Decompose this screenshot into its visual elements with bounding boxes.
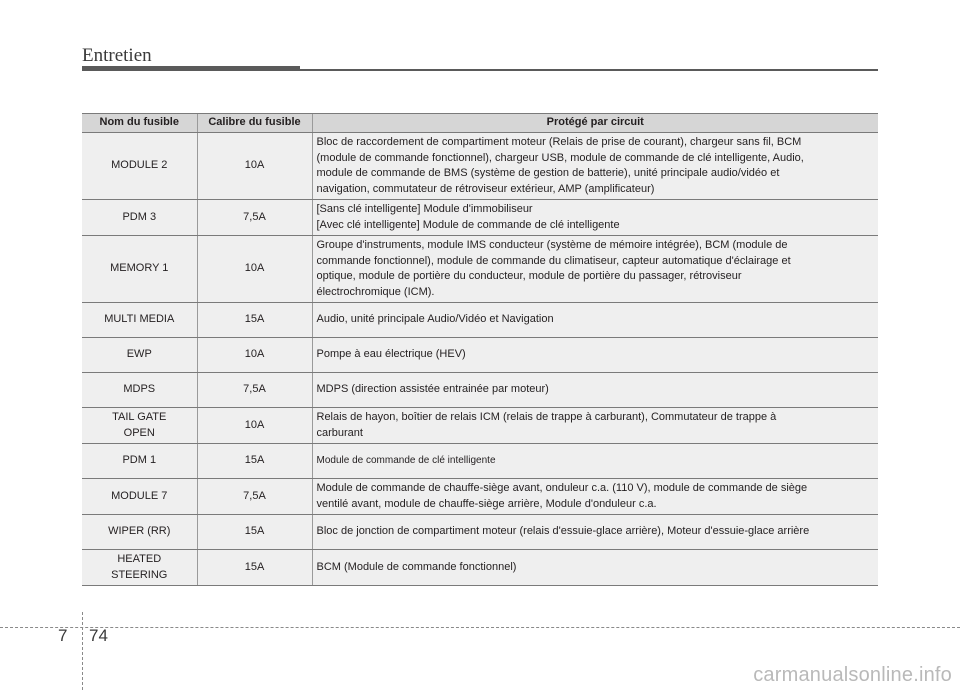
- circuit-line: (module de commande fonctionnel), chargeur USB, module de commande de clé intelligente, Audio,: [316, 151, 804, 164]
- circuit-line: module de commande de BMS (système de gestion de batterie), unité principale audio/vidéo et: [316, 167, 780, 179]
- circuit-line: commande fonctionnel), module de commande du climatiseur, capteur automatique d'éclairage et: [316, 254, 791, 267]
- fuse-rating: 10A: [197, 133, 312, 200]
- circuit-line: optique, module de portière du conducteur, module de portière du passager, rétroviseur: [316, 270, 742, 282]
- table-row: [82, 303, 878, 338]
- fuse-name: MULTI MEDIA: [82, 303, 197, 338]
- column-header-fuse-rating: Calibre du fusible: [197, 114, 312, 133]
- fuse-name-line: STEERING: [111, 568, 168, 581]
- circuit-line: Module de commande de chauffe-siège avant, onduleur c.a. (110 V), module de commande de siège: [316, 482, 808, 494]
- page-title: Entretien: [82, 45, 152, 66]
- protected-circuit: [312, 236, 878, 303]
- fuse-rating: 15A: [197, 444, 312, 479]
- protected-circuit: [312, 479, 878, 515]
- fuse-rating: 15A: [197, 303, 312, 338]
- section-number: 7: [58, 626, 68, 645]
- fuse-name: [82, 408, 197, 444]
- protected-circuit: [312, 200, 878, 236]
- protected-circuit: Bloc de jonction de compartiment moteur (relais d'essuie-glace arrière), Moteur d'essuie-glace arrière: [312, 515, 878, 550]
- table-row: [82, 236, 878, 303]
- circuit-line: Relais de hayon, boîtier de relais ICM (relais de trappe à carburant), Commutateur de trappe à: [316, 411, 777, 423]
- fuse-name-line: OPEN: [123, 426, 155, 439]
- circuit-line: [Sans clé intelligente] Module d'immobiliseur: [316, 203, 533, 215]
- table-row: [82, 200, 878, 236]
- fuse-rating: 10A: [197, 236, 312, 303]
- header-rule-thick: [82, 66, 300, 71]
- table-header-row: [82, 114, 878, 133]
- watermark: carmanualsonline.info: [753, 664, 952, 686]
- column-header-fuse-name: Nom du fusible: [82, 114, 197, 133]
- fuse-rating: 15A: [197, 515, 312, 550]
- fuse-name: MEMORY 1: [82, 236, 197, 303]
- page-number: 74: [89, 626, 108, 645]
- circuit-line: [Avec clé intelligente] Module de commande de clé intelligente: [316, 218, 620, 231]
- fuse-rating: 10A: [197, 338, 312, 373]
- protected-circuit: Module de commande de clé intelligente: [312, 444, 878, 479]
- protected-circuit: [312, 133, 878, 200]
- fuse-rating: 7,5A: [197, 200, 312, 236]
- circuit-line: Bloc de raccordement de compartiment moteur (Relais de prise de courant), chargeur sans fil, BCM: [316, 136, 802, 148]
- protected-circuit: BCM (Module de commande fonctionnel): [312, 550, 878, 586]
- circuit-line: ventilé avant, module de chauffe-siège arrière, Module d'onduleur c.a.: [316, 497, 657, 510]
- fuse-name-line: TAIL GATE: [112, 411, 167, 423]
- fuse-table: [82, 113, 878, 586]
- fuse-rating: 10A: [197, 408, 312, 444]
- fuse-name: MODULE 2: [82, 133, 197, 200]
- circuit-line: navigation, commutateur de rétroviseur extérieur, AMP (amplificateur): [316, 182, 655, 195]
- protected-circuit: [312, 408, 878, 444]
- fuse-rating: 15A: [197, 550, 312, 586]
- fuse-name: [82, 550, 197, 586]
- column-header-protected-circuit: Protégé par circuit: [312, 114, 878, 133]
- footer-dashed-divider: [82, 612, 83, 690]
- fuse-rating: 7,5A: [197, 373, 312, 408]
- table-row: [82, 515, 878, 550]
- fuse-name-line: HEATED: [117, 553, 162, 565]
- protected-circuit: Pompe à eau électrique (HEV): [312, 338, 878, 373]
- table-row: [82, 444, 878, 479]
- protected-circuit: Audio, unité principale Audio/Vidéo et Navigation: [312, 303, 878, 338]
- table-row: [82, 408, 878, 444]
- table-row: [82, 373, 878, 408]
- fuse-name: MDPS: [82, 373, 197, 408]
- fuse-name: PDM 3: [82, 200, 197, 236]
- table-row: [82, 133, 878, 200]
- protected-circuit: MDPS (direction assistée entrainée par moteur): [312, 373, 878, 408]
- table-row: [82, 338, 878, 373]
- footer-dashed-rule: [0, 627, 960, 628]
- header-rule-thin: [300, 69, 878, 71]
- circuit-line: carburant: [316, 426, 363, 439]
- circuit-line: Groupe d'instruments, module IMS conducteur (système de mémoire intégrée), BCM (module de: [316, 239, 788, 251]
- circuit-line: électrochromique (ICM).: [316, 285, 435, 298]
- table-row: [82, 479, 878, 515]
- fuse-name: MODULE 7: [82, 479, 197, 515]
- fuse-name: WIPER (RR): [82, 515, 197, 550]
- fuse-rating: 7,5A: [197, 479, 312, 515]
- table-row: [82, 550, 878, 586]
- fuse-name: EWP: [82, 338, 197, 373]
- fuse-name: PDM 1: [82, 444, 197, 479]
